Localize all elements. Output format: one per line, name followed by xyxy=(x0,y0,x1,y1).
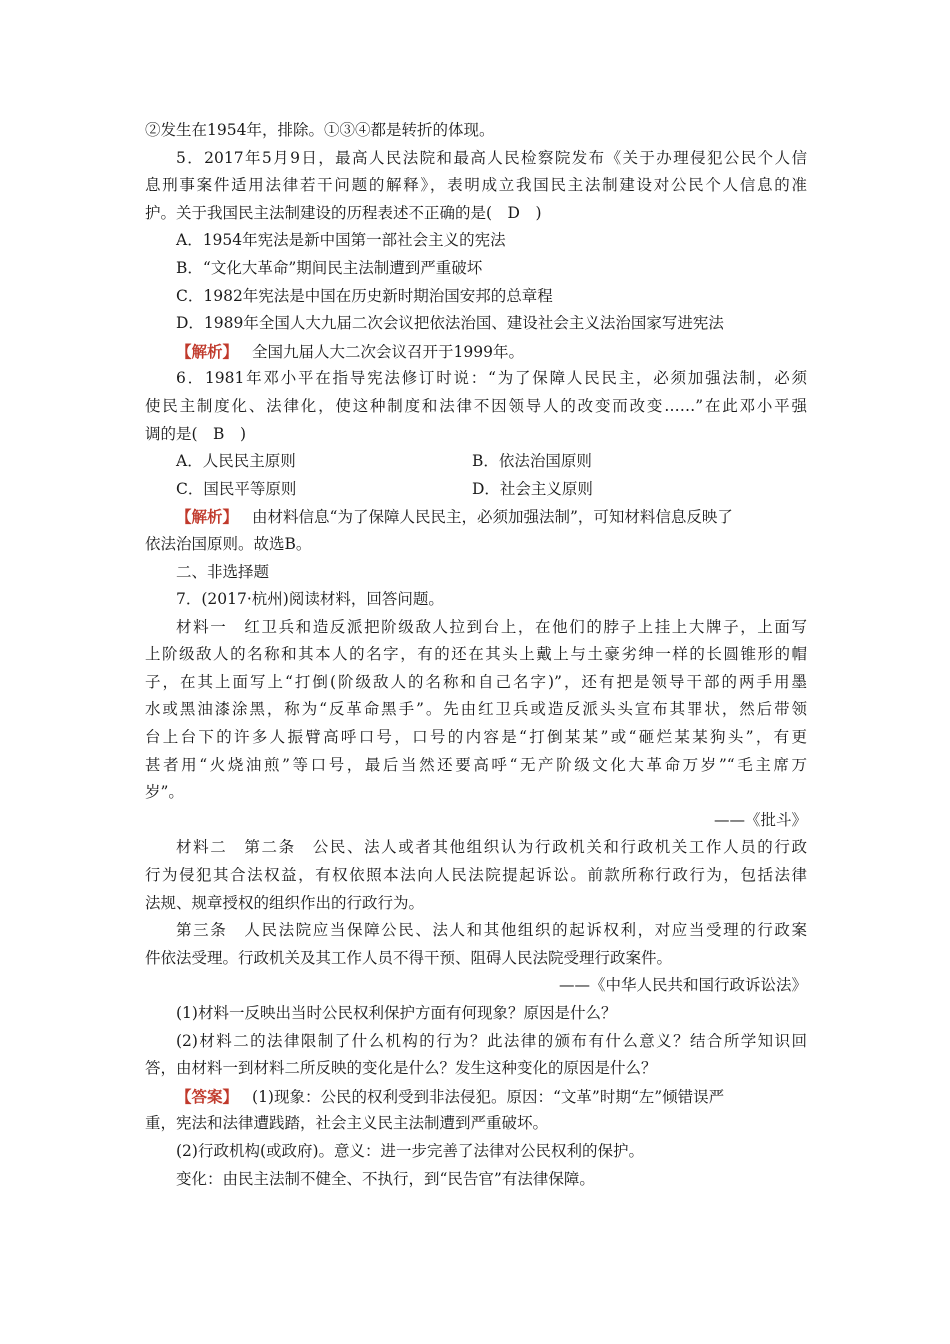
option-c: C．1982年宪法是中国在历史新时期治国安邦的总章程 xyxy=(176,286,553,305)
analysis-text: 全国九届人大二次会议召开于1999年。 xyxy=(252,342,524,361)
analysis-text: 依法治国原则。故选B。 xyxy=(145,534,312,553)
answer-text: 重，宪法和法律遭践踏，社会主义民主法制遭到严重破坏。 xyxy=(145,1114,549,1133)
answer-text: (2)行政机构(或政府)。意义：进一步完善了法律对公民权利的保护。 xyxy=(176,1141,645,1160)
question-5-stem: 息刑事案件适用法律若干问题的解释》，表明成立我国民主法制建设对公民个人信息的准 xyxy=(145,176,807,195)
document-page xyxy=(145,117,807,1193)
material-1: 材料一 红卫兵和造反派把阶级敌人拉到台上，在他们的脖子上挂上大牌子，上面写 xyxy=(176,617,807,636)
option-b: B．“文化大革命”期间民主法制遭到严重破坏 xyxy=(176,258,483,277)
analysis-text: 由材料信息“为了保障人民民主，必须加强法制”，可知材料信息反映了 xyxy=(252,508,733,527)
answer-tag: 【答案】 xyxy=(176,1086,239,1106)
question-7-stem: 7．(2017·杭州)阅读材料，回答问题。 xyxy=(176,590,444,609)
option-b: B．依法治国原则 xyxy=(472,452,592,471)
material-2: 材料二 第二条 公民、法人或者其他组织认为行政机关和行政机关工作人员的行政 xyxy=(176,838,807,857)
analysis-tag: 【解析】 xyxy=(176,341,239,361)
material-1: 甚者用“火烧油煎”等口号，最后当然还要高呼“无产阶级文化大革命万岁”“毛主席万 xyxy=(145,755,807,774)
sub-question-2: (2)材料二的法律限制了什么机构的行为？此法律的颁布有什么意义？结合所学知识回 xyxy=(176,1031,807,1050)
material-1-source: ——《批斗》 xyxy=(713,810,807,829)
text-line: ②发生在1954年，排除。①③④都是转折的体现。 xyxy=(145,121,495,139)
material-2-source: ——《中华人民共和国行政诉讼法》 xyxy=(558,976,807,995)
material-1: 上阶级敌人的名称和其本人的名字，有的还在其头上戴上与土豪劣绅一样的长圆锥形的帽 xyxy=(145,645,807,664)
option-c: C．国民平等原则 xyxy=(176,479,297,498)
option-d: D．1989年全国人大九届二次会议把依法治国、建设社会主义法治国家写进宪法 xyxy=(176,314,724,333)
answer-line xyxy=(145,1083,807,1111)
material-2: 法规、规章授权的组织作出的行政行为。 xyxy=(145,893,425,912)
material-1: 水或黑油漆涂黑，称为“反革命黑手”。先由红卫兵或造反派头头宣布其罪状，然后带领 xyxy=(145,700,807,719)
sub-question-1: (1)材料一反映出当时公民权利保护方面有何现象？原因是什么？ xyxy=(176,1004,617,1022)
section-heading: 二、非选择题 xyxy=(176,562,270,581)
analysis-line xyxy=(145,338,807,366)
option-row xyxy=(145,476,807,504)
sub-question-2: 答，由材料一到材料二所反映的变化是什么？发生这种变化的原因是什么？ xyxy=(145,1059,657,1078)
answer-text: 变化：由民主法制不健全、不执行，到“民告官”有法律保障。 xyxy=(176,1169,595,1188)
option-d: D．社会主义原则 xyxy=(472,479,593,498)
material-2: 行为侵犯其合法权益，有权依照本法向人民法院提起诉讼。前款所称行政行为，包括法律 xyxy=(145,866,807,885)
question-5-stem: 5．2017年5月9日，最高人民法院和最高人民检察院发布《关于办理侵犯公民个人信 xyxy=(176,148,807,167)
material-1: 台上台下的许多人振臂高呼口号，口号的内容是“打倒某某”或“砸烂某某狗头”，有更 xyxy=(145,728,807,747)
question-6-stem: 调的是( B ) xyxy=(145,424,246,443)
material-2: 第三条 人民法院应当保障公民、法人和其他组织的起诉权利，对应当受理的行政案 xyxy=(176,921,807,940)
answer-text: (1)现象：公民的权利受到非法侵犯。原因：“文革”时期“左”倾错误严 xyxy=(252,1087,725,1106)
question-5-stem: 护。关于我国民主法制建设的历程表述不正确的是( D ) xyxy=(145,203,542,222)
material-1: 子，在其上面写上“打倒(阶级敌人的名称和自己名字)”，还有把是领导干部的两手用墨 xyxy=(145,672,807,691)
question-6-stem: 6．1981年邓小平在指导宪法修订时说：“为了保障人民民主，必须加强法制，必须 xyxy=(176,369,807,388)
option-a: A．人民民主原则 xyxy=(176,452,296,471)
analysis-line xyxy=(145,503,807,531)
option-a: A．1954年宪法是新中国第一部社会主义的宪法 xyxy=(176,231,506,250)
material-1: 岁”。 xyxy=(145,783,184,802)
option-row xyxy=(145,448,807,476)
question-6-stem: 使民主制度化、法律化，使这种制度和法律不因领导人的改变而改变……”在此邓小平强 xyxy=(145,396,807,415)
material-2: 件依法受理。行政机关及其工作人员不得干预、阻碍人民法院受理行政案件。 xyxy=(145,948,673,967)
analysis-tag: 【解析】 xyxy=(176,507,239,527)
